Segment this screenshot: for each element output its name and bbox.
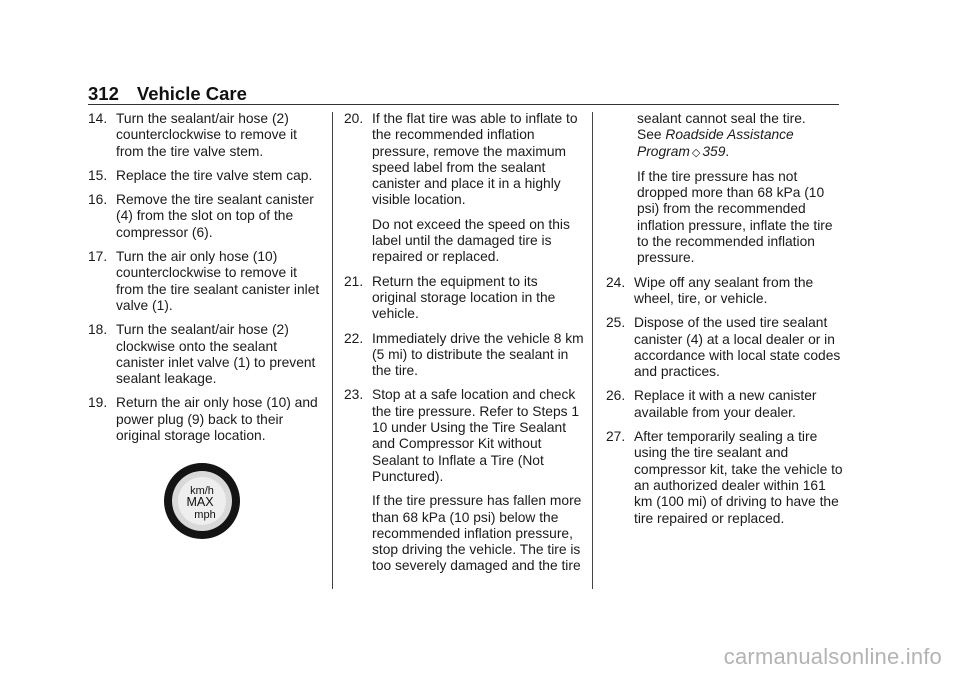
step-16 — [88, 192, 328, 241]
step-18 — [88, 322, 328, 387]
step-23 — [344, 387, 584, 485]
step-text: Remove the tire sealant canister (4) from the slot on top of the compressor (6). — [116, 192, 314, 240]
column-3 — [606, 111, 846, 535]
step-number: 15. — [88, 167, 108, 183]
gauge-mph-label: mph — [194, 509, 216, 521]
step-23-note: If the tire pressure has fallen more than 68 kPa (10 psi) below the recommended inflation pressure, stop driving the vehicle. The tire is too severely damaged and the tire — [372, 493, 582, 574]
step-number: 21. — [344, 273, 364, 289]
step-number: 22. — [344, 330, 364, 346]
step-19 — [88, 395, 328, 444]
step-number: 23. — [344, 387, 364, 403]
page-reference-arrow-icon: ◇ — [691, 146, 701, 159]
step-text: Return the air only hose (10) and power plug (9) back to their original storage location. — [116, 395, 318, 444]
continued-text: sealant cannot seal the tire. — [637, 111, 806, 126]
step-number: 16. — [88, 192, 108, 208]
ref-suffix: . — [725, 143, 730, 159]
step-20-note: Do not exceed the speed on this label until the damaged tire is repaired or replaced. — [372, 216, 570, 265]
step-21 — [344, 274, 584, 323]
header-rule — [88, 104, 839, 105]
step-24 — [606, 275, 846, 308]
step-number: 24. — [606, 274, 626, 290]
step-number: 26. — [606, 388, 626, 404]
step-17 — [88, 249, 328, 314]
step-23-note-2: If the tire pressure has not dropped more than 68 kPa (10 psi) from the recommended inflation pressure, inflate the tire to the recommended inflation pressure. — [637, 168, 833, 266]
step-number: 27. — [606, 429, 626, 445]
step-14 — [88, 111, 328, 160]
step-number: 17. — [88, 249, 108, 265]
step-text: Turn the sealant/air hose (2) counterclockwise to remove it from the tire valve stem. — [116, 111, 297, 159]
step-15 — [88, 168, 328, 184]
step-number: 19. — [88, 395, 108, 411]
step-number: 18. — [88, 322, 108, 338]
see-label: See — [637, 127, 662, 143]
section-title: Vehicle Care — [136, 83, 247, 104]
gauge-max-label: MAX — [186, 495, 214, 509]
step-text: Turn the sealant/air hose (2) clockwise onto the sealant canister inlet valve (1) to prevent sealant leakage. — [116, 322, 316, 387]
page-header — [88, 83, 247, 105]
step-20 — [344, 111, 584, 209]
step-22 — [344, 331, 584, 380]
max-speed-label-icon — [163, 461, 241, 541]
column-divider-1 — [332, 112, 333, 589]
page-number: 312 — [88, 83, 119, 104]
step-text: If the flat tire was able to inflate to the recommended inflation pressure, remove the maximum speed label from the sealant canister and place it in a highly visible location. — [372, 111, 578, 208]
step-text: Turn the air only hose (10) counterclockwise to remove it from the tire sealant canister inlet valve (1). — [116, 249, 320, 313]
column-2 — [344, 111, 584, 583]
step-text: Replace the tire valve stem cap. — [116, 167, 313, 183]
watermark: carmanualsonline.info — [723, 644, 942, 669]
gauge-kmh-label: km/h — [190, 485, 214, 497]
column-divider-2 — [592, 112, 593, 589]
step-26 — [606, 388, 846, 421]
step-text: Stop at a safe location and check the tire pressure. Refer to Steps 1 10 under Using the Tire Sealant and Compressor Kit without Sealant to Inflate a Tire (Not Punctured). — [372, 387, 580, 484]
step-text: Return the equipment to its original storage location in the vehicle. — [372, 273, 556, 322]
step-text: After temporarily sealing a tire using the tire sealant and compressor kit, take the vehicle to an authorized dealer within 161 km (100 mi) of driving to have the tire repaired or replaced. — [634, 429, 843, 526]
step-text: Dispose of the used tire sealant canister (4) at a local dealer or in accordance with local state codes and practices. — [634, 315, 841, 380]
cross-reference-link[interactable]: Roadside Assistance Program — [637, 127, 794, 159]
step-number: 20. — [344, 111, 364, 126]
step-23-continued — [606, 111, 846, 161]
step-number: 25. — [606, 315, 626, 331]
step-27 — [606, 429, 846, 527]
step-number: 14. — [88, 111, 108, 126]
step-text: Replace it with a new canister available from your dealer. — [634, 388, 817, 420]
column-1 — [88, 111, 328, 452]
step-text: Wipe off any sealant from the wheel, tire, or vehicle. — [634, 274, 814, 306]
step-text: Immediately drive the vehicle 8 km (5 mi) to distribute the sealant in the tire. — [372, 330, 584, 379]
step-25 — [606, 315, 846, 380]
cross-reference-page[interactable]: 359 — [702, 143, 726, 159]
